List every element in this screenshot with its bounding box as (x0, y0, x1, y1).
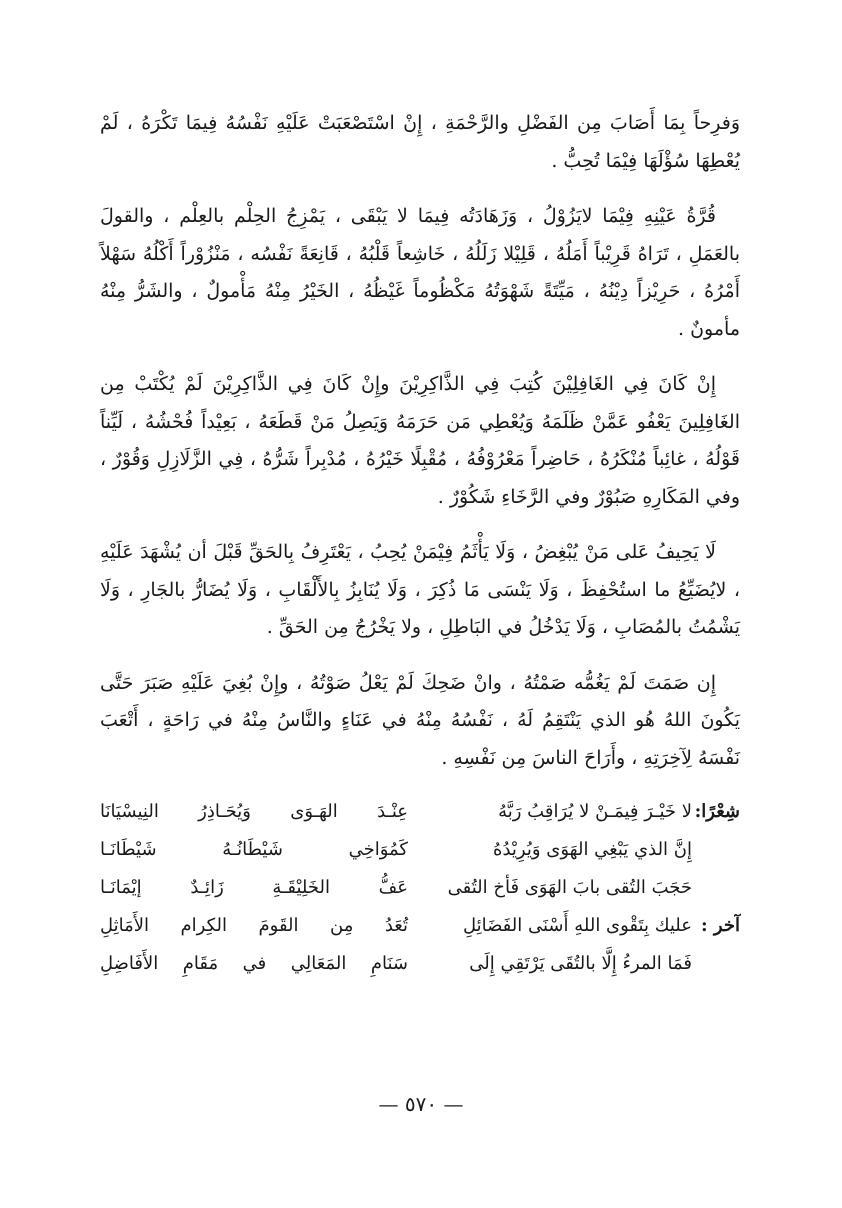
paragraph-5: إِن صَمَتَ لَمْ يَغُمُّه صَمْتُهُ ، وانْ ضَحِكَ لَمْ يَعْلُ صَوْتُهُ ، وإِنْ بُغِيَ عَلَيْهِ صَبَرَ حَتَّى يَكُونَ اللهُ هُو الذي يَنْتَقِمُ لَهُ ، نَفْسُهُ مِنْهُ في عَنَاءٍ والنَّاسُ مِنْهُ في رَاحَةٍ ، أَتْعَبَ نَفْسَهُ لِآخِرَتِهِ ، وأَرَاحَ الناسَ مِن نَفْسِهِ . (100, 671, 740, 769)
verse-label (692, 831, 740, 869)
verse-second-hemistich: سَنَامِ المَعَالِي في مَقَامِ الأَفَاضِلِ (100, 953, 408, 974)
page-body (100, 105, 740, 983)
verse-label (692, 869, 740, 907)
verse-row (100, 793, 740, 831)
verse-label: آخر : (701, 915, 740, 936)
paragraph-1: وَفرِحاً بِمَا أَصَابَ مِن الفَضْلِ والرَّحْمَةِ ، إِنْ اسْتَصْعَبَتْ عَلَيْهِ نَفْسُهُ فِيمَا تَكْرَهُ ، لَمْ يُعْطِهَا سُؤْلَهَا فِيْمَا تُحِبُّ . (100, 112, 740, 172)
verse-row (100, 869, 740, 907)
verse-first-hemistich: إِنَّ الذي يَبْغِي الهَوَى وَيُرِيْدُهُ (493, 839, 692, 860)
paragraph-3: إِنْ كَانَ فِي الغَافِلِيْنَ كُتِبَ فِي الذَّاكِرِيْنَ وإِنْ كَانَ فِي الذَّاكِرِيْنَ لَمْ يُكْتَبْ مِن الغَافِلِينَ يَعْفُو عَمَّنْ ظَلَمَهُ وَيُعْطِي مَن حَرَمَهُ وَيَصِلُ مَنْ قَطَعَهُ ، بَعِيْداً فُحْشُهُ ، لَيِّناً قَوْلُهُ ، غائِباً مُنْكَرُهُ ، حَاضِراً مَعْرُوْفُهُ ، مُقْبِلًا خَيْرُهُ ، مُدْبِراً شَرُّهُ ، فِي الزَّلَازِلِ وَقُوْرٌ ، وفي المَكَارِهِ صَبُوْرٌ وفي الرَّخَاءِ شَكُوْرٌ . (100, 373, 740, 508)
verse-label: شِعْرًا: (694, 801, 740, 822)
verse-row (100, 945, 740, 983)
verse-second-hemistich: تُعَدُ مِن القَومَ الكِرام الأَمَاثِلِ (100, 915, 408, 936)
paragraph-2: قُرَّةُ عَيْنِهِ فِيْمَا لايَزُوْلُ ، وَزَهَادَتُه فِيمَا لا يَبْقَى ، يَمْزِجُ الحِلْم بالعِلْم ، والقولَ بالعَمَلِ ، تَرَاهُ قَرِيْباً أَمَلُهُ ، قَلِيْلا زَلَلُهُ ، خَاشِعاً قَلْبُهُ ، قَانِعَةً نَفْسُه ، مَنْزُوْراً أَكْلُهُ سَهْلاً أَمْرُهُ ، حَرِيْزاً دِيْنُهُ ، مَيِّتَةً شَهْوَتُهُ مَكْظُوماً غَيْظُهُ ، الخَيْرُ مِنْهُ مَأْمولٌ ، والشَرُّ مِنْهُ مأمونٌ . (100, 205, 740, 340)
poem-section (100, 793, 740, 983)
paragraph-4: لَا يَحِيفُ عَلى مَنْ يُبْغِضُ ، وَلَا يَأْثَمُ فِيْمَنْ يُحِبُ ، يَعْتَرِفُ بِالحَقِّ قَبْلَ أن يُشْهَدَ عَلَيْهِ ، لايُضَيِّعُ ما استُحْفِظَ ، وَلَا يَنْسَى مَا ذُكِرَ ، وَلَا يُنَابِزُ بِالأَلْقَابِ ، وَلَا يُضَارُّ بالجَارِ ، وَلَا يَشْمُتُ بالمُصَابِ ، وَلَا يَدْخُلُ في البَاطِلِ ، ولا يَخْرُجُ مِن الحَقِّ . (100, 541, 740, 638)
verse-first-hemistich: لا خَيْـرَ فِيمَـنْ لا يُرَاقِبُ رَبَّهُ (498, 801, 692, 822)
verse-second-hemistich: عَفُّ الخَلِيْقَـةِ زَائِـدٌ إيْمَانَـا (100, 877, 408, 898)
verse-first-hemistich: فَمَا المرءُ إِلَّا بالتُقَى يَرْتَقِي إِلَى (469, 953, 692, 974)
verse-second-hemistich: كَمُوَاخِي شَيْطَانُـهُ شَيْطَانَـا (100, 839, 408, 860)
page-number: — ٥٧٠ — (378, 1092, 464, 1116)
verse-second-hemistich: عِنْـدَ الهَـوَى وَيُحَـاذِرُ النِيسْيَانَا (100, 801, 408, 822)
verse-label (692, 945, 740, 983)
verse-row (100, 831, 740, 869)
verse-first-hemistich: حَجَبَ التُقى بابَ الهَوَى فَأخ التُقى (447, 877, 692, 898)
verse-row (100, 907, 740, 945)
verse-first-hemistich: عليك بِتَقْوى اللهِ أَسْنَى الفَضَائِلِ (462, 915, 692, 936)
